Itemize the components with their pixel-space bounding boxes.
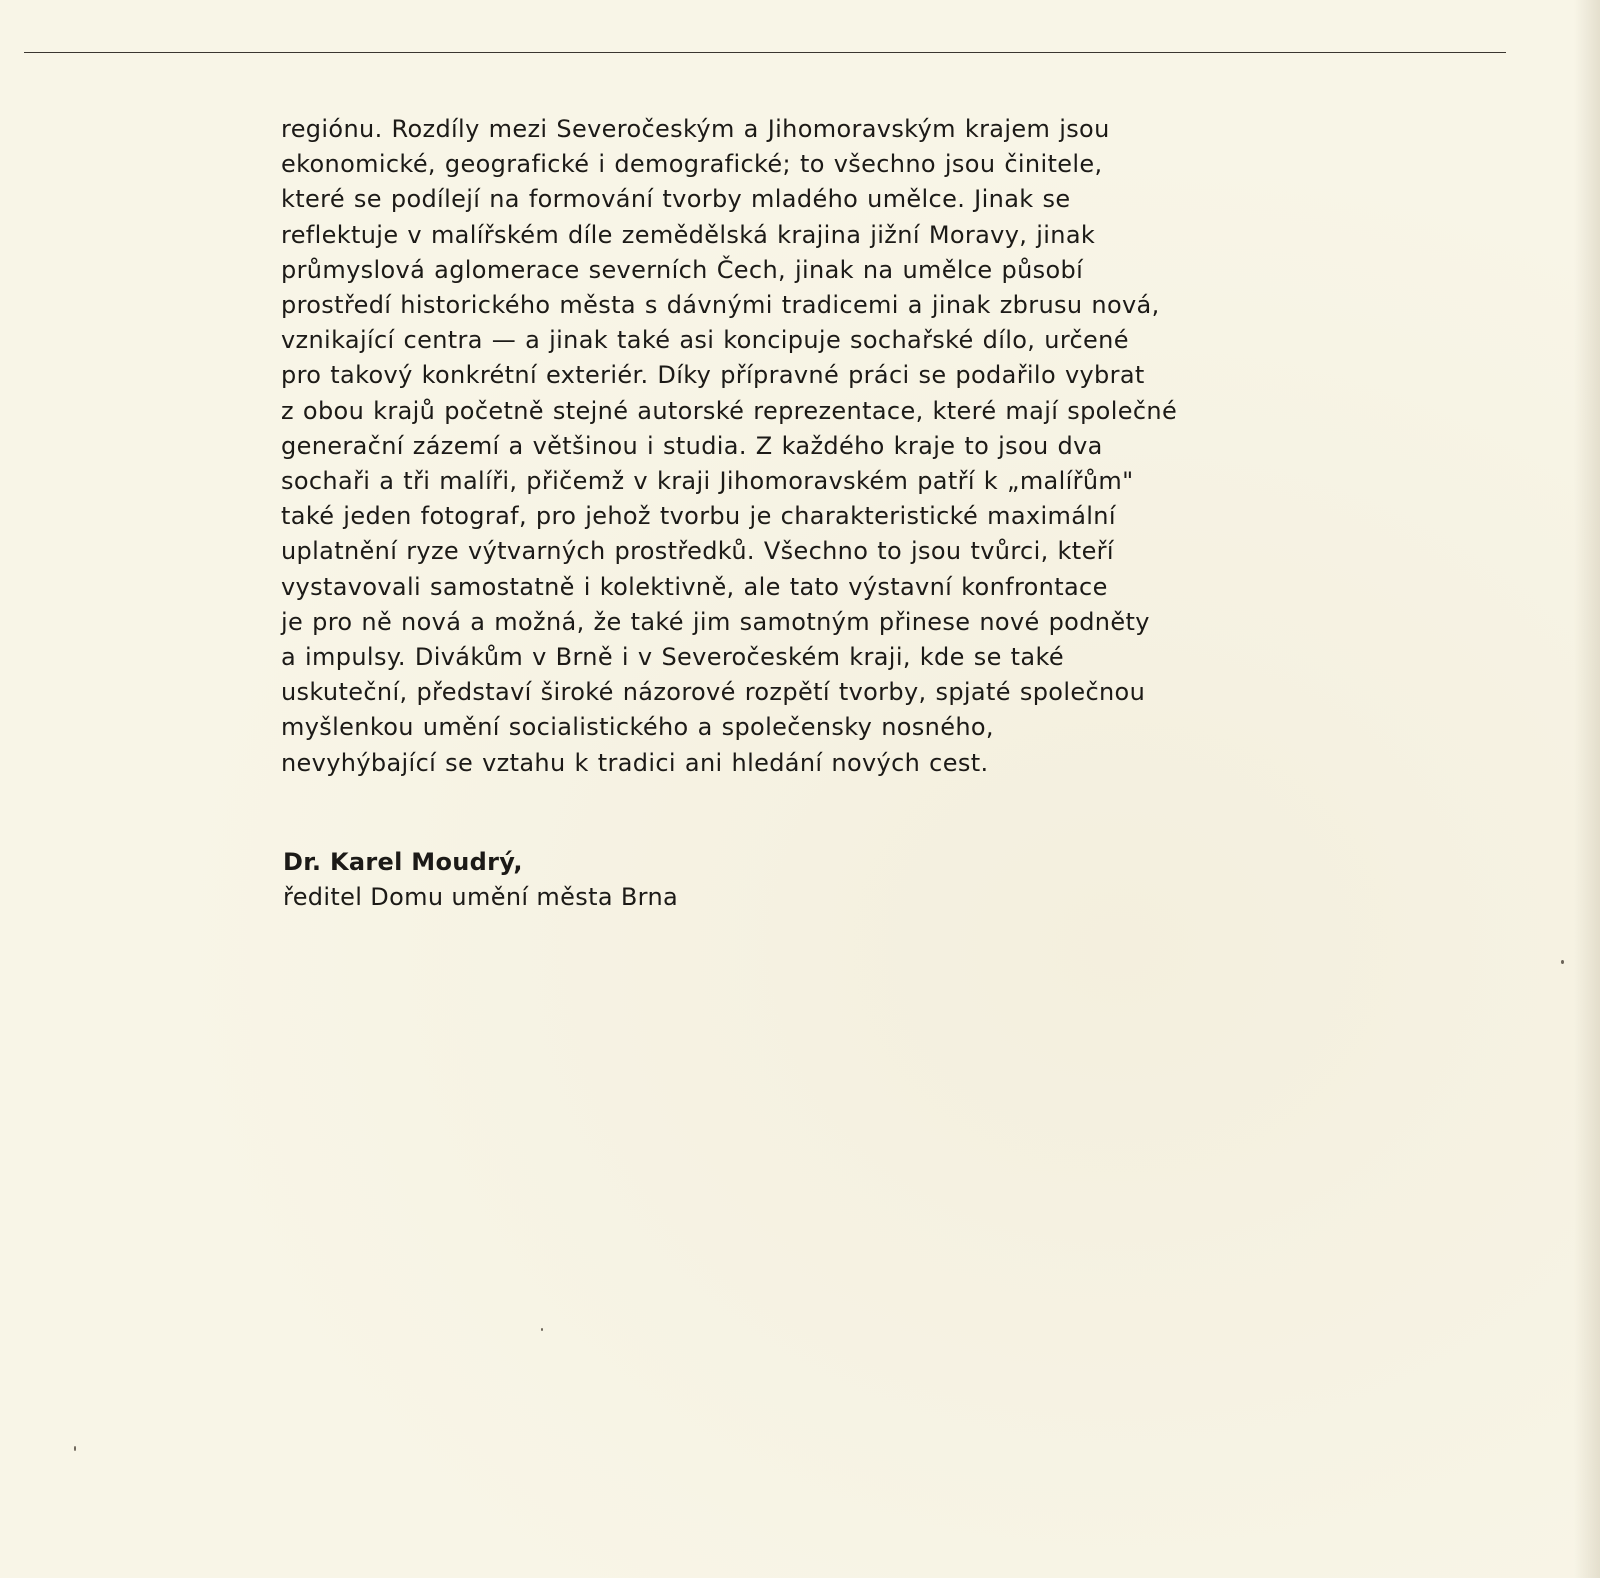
text-line: nevyhýbající se vztahu k tradici ani hledání nových cest. [281, 748, 989, 777]
text-line: uskuteční, představí široké názorové rozpětí tvorby, spjaté společnou [281, 678, 1146, 707]
header-rule [24, 52, 1506, 53]
article-body [281, 112, 1281, 781]
text-line: regiónu. Rozdíly mezi Severočeským a Jihomoravským krajem jsou [281, 115, 1110, 143]
text-line: také jeden fotograf, pro jehož tvorbu je charakteristické maximální [281, 502, 1116, 531]
signature-block [283, 845, 983, 915]
text-line: sochaři a tři malíři, přičemž v kraji Jihomoravském patří k „malířům" [281, 467, 1134, 496]
text-line: pro takový konkrétní exteriér. Díky přípravné práci se podařilo vybrat [281, 361, 1145, 390]
paper-speck [74, 1446, 76, 1451]
text-line: vystavovali samostatně i kolektivně, ale tato výstavní konfrontace [281, 572, 1108, 601]
page-edge-shadow [1574, 0, 1600, 1578]
text-line: prostředí historického města s dávnými tradicemi a jinak zbrusu nová, [281, 291, 1160, 320]
author-title: ředitel Domu umění města Brna [283, 883, 679, 911]
text-line: průmyslová aglomerace severních Čech, jinak na umělce působí [281, 255, 1084, 284]
text-line: reflektuje v malířském díle zemědělská krajina jižní Moravy, jinak [281, 220, 1096, 249]
paper-speck [1561, 960, 1564, 964]
text-line: je pro ně nová a možná, že také jim samotným přinese nové podněty [281, 607, 1150, 636]
text-line: a impulsy. Divákům v Brně i v Severočeském kraji, kde se také [281, 643, 1064, 672]
author-name: Dr. Karel Moudrý, [283, 848, 523, 876]
paper-speck [541, 1328, 543, 1331]
text-line: myšlenkou umění socialistického a společensky nosného, [281, 713, 994, 742]
text-line: z obou krajů početně stejné autorské reprezentace, které mají společné [281, 396, 1178, 425]
text-line: ekonomické, geografické i demografické; to všechno jsou činitele, [281, 150, 1103, 179]
text-line: uplatnění ryze výtvarných prostředků. Všechno to jsou tvůrci, kteří [281, 537, 1114, 566]
text-line: vznikající centra — a jinak také asi koncipuje sochařské dílo, určené [281, 326, 1129, 355]
text-line: které se podílejí na formování tvorby mladého umělce. Jinak se [281, 185, 1071, 214]
text-line: generační zázemí a většinou i studia. Z každého kraje to jsou dva [281, 431, 1103, 460]
